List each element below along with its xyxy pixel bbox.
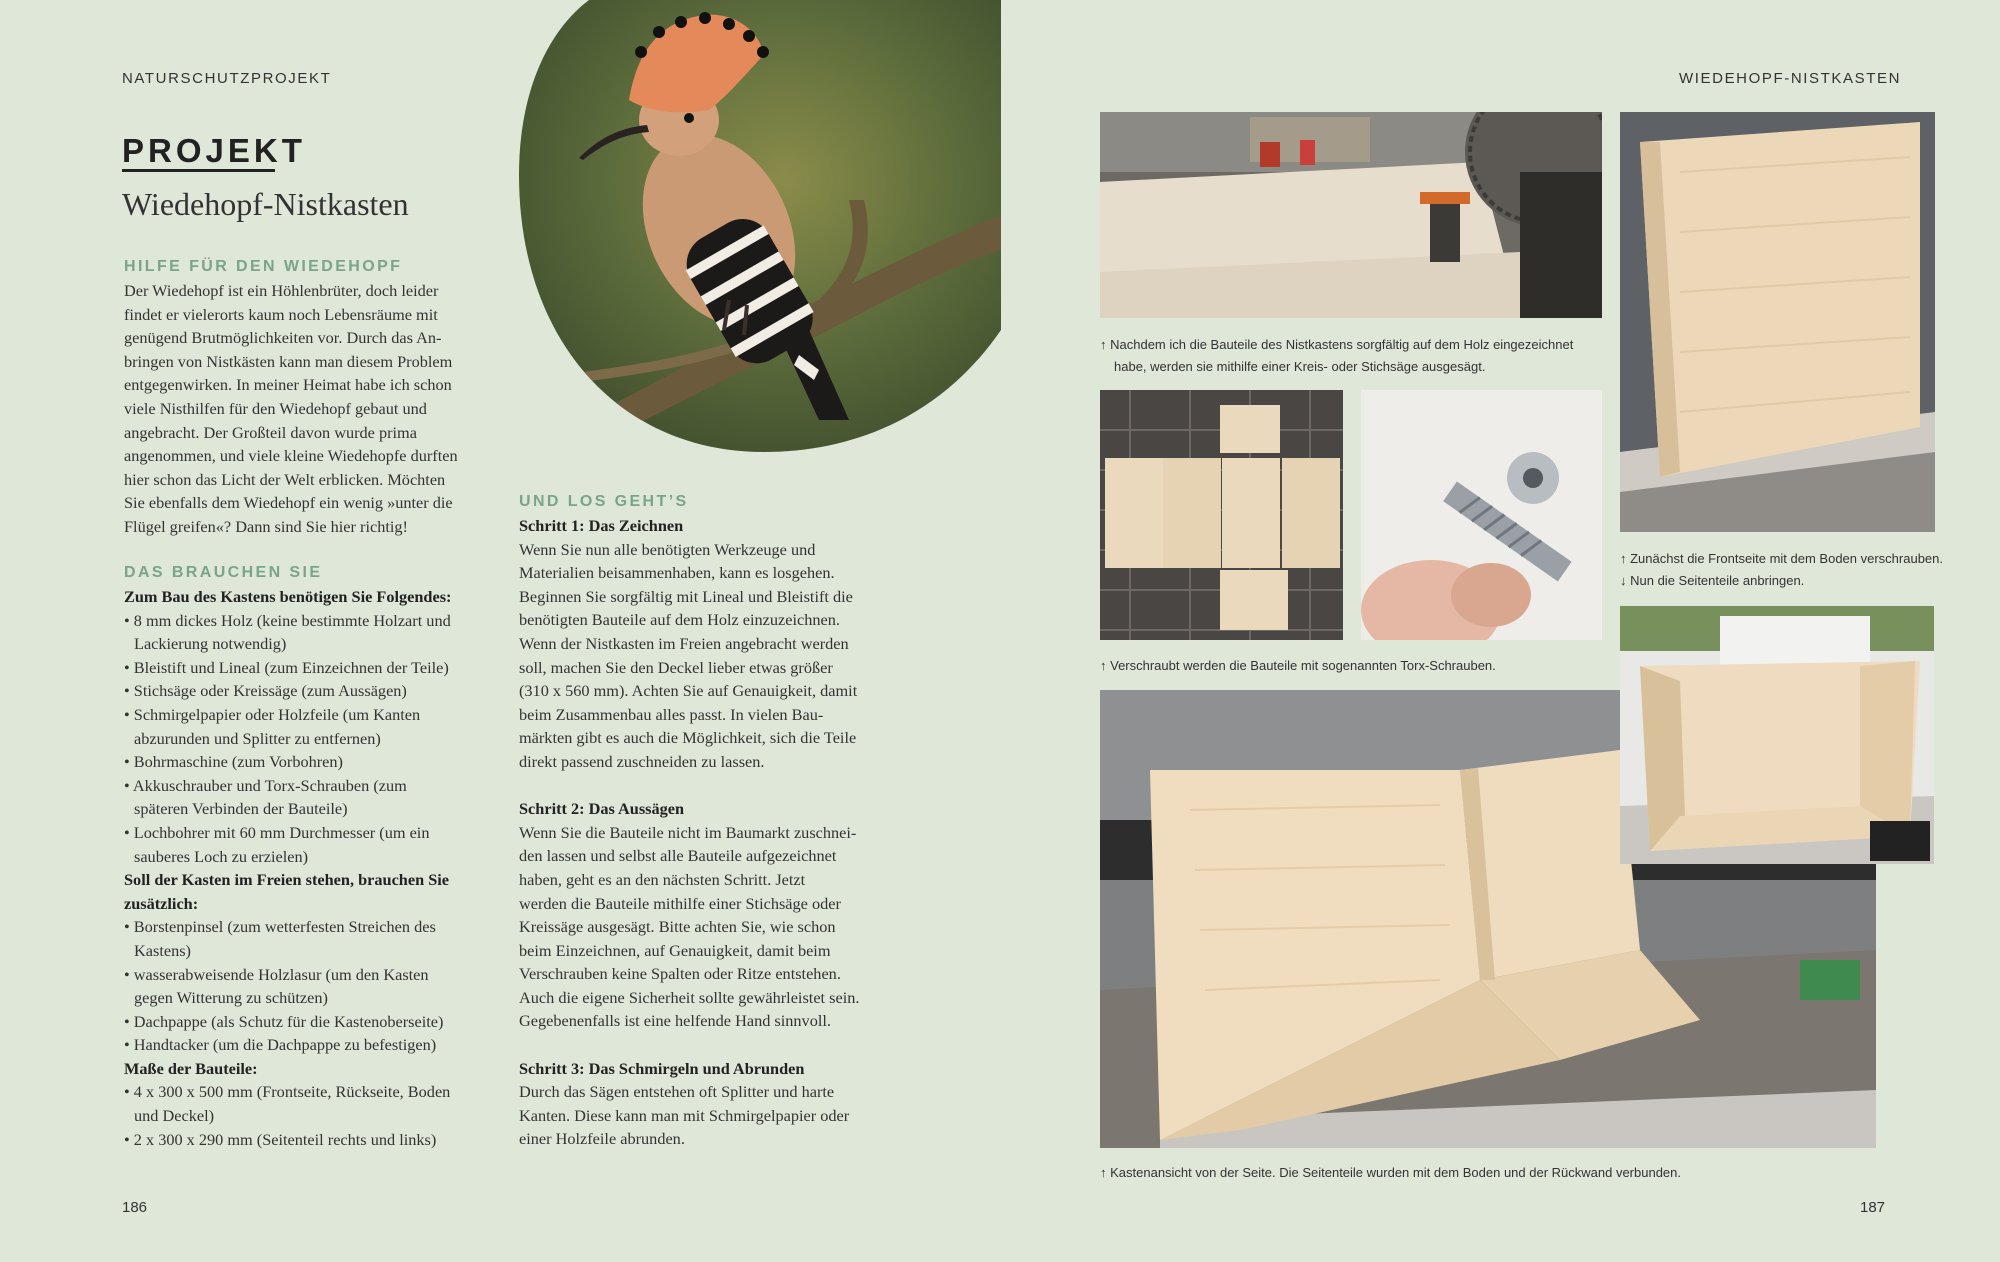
text-line: viele Nisthilfen für den Wiedehopf gebaut und (124, 398, 427, 418)
kicker-underline (122, 169, 275, 172)
text-line: haben, geht es an den nächsten Schritt. Jetzt (519, 869, 806, 889)
saw-photo (1100, 112, 1602, 318)
text-line: werden die Bauteile mithilfe einer Stichsäge oder (519, 893, 841, 913)
text-line: einer Holzfeile abrunden. (519, 1129, 685, 1149)
text-line: direkt passend zuschneiden zu lassen. (519, 751, 765, 771)
list-item: • Akkuschrauber und Torx-Schrauben (zum (124, 775, 407, 795)
list-item: • Lochbohrer mit 60 mm Durchmesser (um ein (124, 822, 430, 842)
text-line: genügend Brutmöglichkeiten vor. Durch das An- (124, 328, 442, 348)
page-number-left: 186 (122, 1199, 148, 1216)
text-line: entgegenwirken. In meiner Heimat habe ich schon (124, 375, 452, 395)
list-item-cont: Kastens) (134, 940, 191, 960)
text-line: Kanten. Diese kann man mit Schmirgelpapier oder (519, 1105, 850, 1125)
list-item-cont: gegen Witterung zu schützen) (134, 988, 328, 1008)
list-item-cont: abzurunden und Splitter zu entfernen) (134, 728, 381, 748)
caption-front (1620, 548, 1960, 592)
materials-intro: Zum Bau des Kastens benötigen Sie Folgendes: (124, 587, 452, 606)
list-item-cont: Lackierung notwendig) (134, 634, 287, 654)
text-line: Beginnen Sie sorgfältig mit Lineal und Bleistift die (519, 586, 853, 606)
list-item: • Handtacker (um die Dachpappe zu befestigen) (124, 1035, 437, 1055)
list-item: • 4 x 300 x 500 mm (Frontseite, Rückseite, Boden (124, 1082, 451, 1102)
text-line: beim Einzeichnen, auf Genauigkeit, damit beim (519, 940, 831, 960)
text-line: angenommen, und viele kleine Wiedehopfe durften (124, 446, 458, 466)
text-line: Auch die eigene Sicherheit sollte gewährleistet sein. (519, 987, 860, 1007)
text-line: Wenn der Nistkasten im Freien angebracht werden (519, 633, 849, 653)
caption-line: habe, werden sie mithilfe einer Kreis- oder Stichsäge ausgesägt. (1114, 359, 1486, 374)
list-item-cont: späteren Verbinden der Bauteile) (134, 799, 348, 819)
list-item: • Bohrmaschine (zum Vorbohren) (124, 752, 343, 772)
boards-layout-photo (1100, 390, 1343, 640)
text-line: Wenn Sie nun alle benötigten Werkzeuge und (519, 539, 816, 559)
box-front-photo (1620, 606, 1934, 864)
text-line: angebracht. Der Großteil davon wurde prima (124, 422, 417, 442)
step-title: Schritt 1: Das Zeichnen (519, 516, 684, 535)
text-line: Verschrauben keine Spalten oder Ritze entstehen. (519, 964, 841, 984)
list-item: • Borstenpinsel (zum wetterfesten Streichen des (124, 917, 436, 937)
text-line: den lassen und selbst alle Bauteile aufgezeichnet (519, 846, 837, 866)
list-item: • 8 mm dickes Holz (keine bestimmte Holzart und (124, 610, 451, 630)
torx-screw-photo (1361, 390, 1602, 640)
text-line: Wenn Sie die Bauteile nicht im Baumarkt zuschnei- (519, 822, 857, 842)
caption-line: ↑ Zunächst die Frontseite mit dem Boden verschrauben. (1620, 551, 1943, 566)
kicker: PROJEKT (122, 132, 306, 169)
caption-screw: ↑ Verschraubt werden die Bauteile mit sogenannten Torx-Schrauben. (1100, 658, 1496, 673)
text-line: benötigten Bauteile auf dem Holz einzuzeichnen. (519, 610, 840, 630)
list-item: • Stichsäge oder Kreissäge (zum Aussägen) (124, 681, 407, 701)
steps-text (519, 514, 889, 1151)
list-item: • Schmirgelpapier oder Holzfeile (um Kanten (124, 704, 421, 724)
caption-line: ↑ Nachdem ich die Bauteile des Nistkastens sorgfältig auf dem Holz eingezeichnet (1100, 337, 1574, 352)
text-line: soll, machen Sie den Deckel lieber etwas größer (519, 657, 833, 677)
caption-saw (1100, 334, 1600, 378)
outdoor-heading: Soll der Kasten im Freien stehen, brauchen Sie (124, 870, 450, 890)
text-line: (310 x 560 mm). Achten Sie auf Genauigkeit, damit (519, 681, 858, 701)
text-line: Der Wiedehopf ist ein Höhlenbrüter, doch leider (124, 281, 439, 300)
front-panel-photo (1620, 112, 1935, 532)
step-title: Schritt 2: Das Aussägen (519, 799, 685, 819)
list-item: • Bleistift und Lineal (zum Einzeichnen der Teile) (124, 657, 449, 677)
masse-heading: Maße der Bauteile: (124, 1058, 258, 1078)
text-line: Gegebenenfalls ist eine helfende Hand sinnvoll. (519, 1011, 831, 1031)
outdoor-heading: zusätzlich: (124, 893, 199, 913)
section-heading-los: UND LOS GEHT’S (519, 493, 689, 510)
section-heading-hilfe: HILFE FÜR DEN WIEDEHOPF (124, 258, 403, 275)
text-line: hier schon das Licht der Welt erblicken. Möchten (124, 469, 446, 489)
list-item: • wasserabweisende Holzlasur (um den Kasten (124, 964, 429, 984)
hilfe-paragraph (124, 279, 494, 539)
text-line: findet er vielerorts kaum noch Lebensräume mit (124, 304, 438, 324)
step-title: Schritt 3: Das Schmirgeln und Abrunden (519, 1058, 805, 1078)
text-line: Durch das Sägen entstehen oft Splitter und harte (519, 1082, 835, 1102)
text-line: bringen von Nistkästen kann man diesem Problem (124, 351, 453, 371)
caption-side: ↑ Kastenansicht von der Seite. Die Seitenteile wurden mit dem Boden und der Rückwand verbunden. (1100, 1165, 1682, 1180)
list-item: • 2 x 300 x 290 mm (Seitenteil rechts und links) (124, 1129, 437, 1149)
text-line: beim Zusammenbau alles passt. In vielen Bau- (519, 704, 824, 724)
page-title: Wiedehopf-Nistkasten (122, 186, 409, 222)
list-item-cont: sauberes Loch zu erzielen) (134, 846, 309, 866)
running-head-left: NATURSCHUTZPROJEKT (122, 70, 332, 87)
text-line: Sie ebenfalls dem Wiedehopf ein wenig »unter die (124, 493, 453, 513)
section-heading-brauchen: DAS BRAUCHEN SIE (124, 564, 323, 581)
hoopoe-photo (519, 0, 1001, 452)
list-item-cont: und Deckel) (134, 1106, 215, 1126)
text-line: Kreissäge ausgesägt. Bitte achten Sie, wie schon (519, 917, 836, 937)
text-line: Materialien beisammenhaben, kann es losgehen. (519, 563, 835, 583)
caption-line: ↓ Nun die Seitenteile anbringen. (1620, 573, 1805, 588)
running-head-right: WIEDEHOPF-NISTKASTEN (1679, 70, 1902, 87)
materials-list (124, 585, 494, 1151)
page-number-right: 187 (1860, 1199, 1886, 1216)
list-item: • Dachpappe (als Schutz für die Kastenoberseite) (124, 1011, 444, 1031)
text-line: Flügel greifen«? Dann sind Sie hier richtig! (124, 516, 408, 536)
text-line: märkten gibt es auch die Möglichkeit, sich die Teile (519, 728, 857, 748)
